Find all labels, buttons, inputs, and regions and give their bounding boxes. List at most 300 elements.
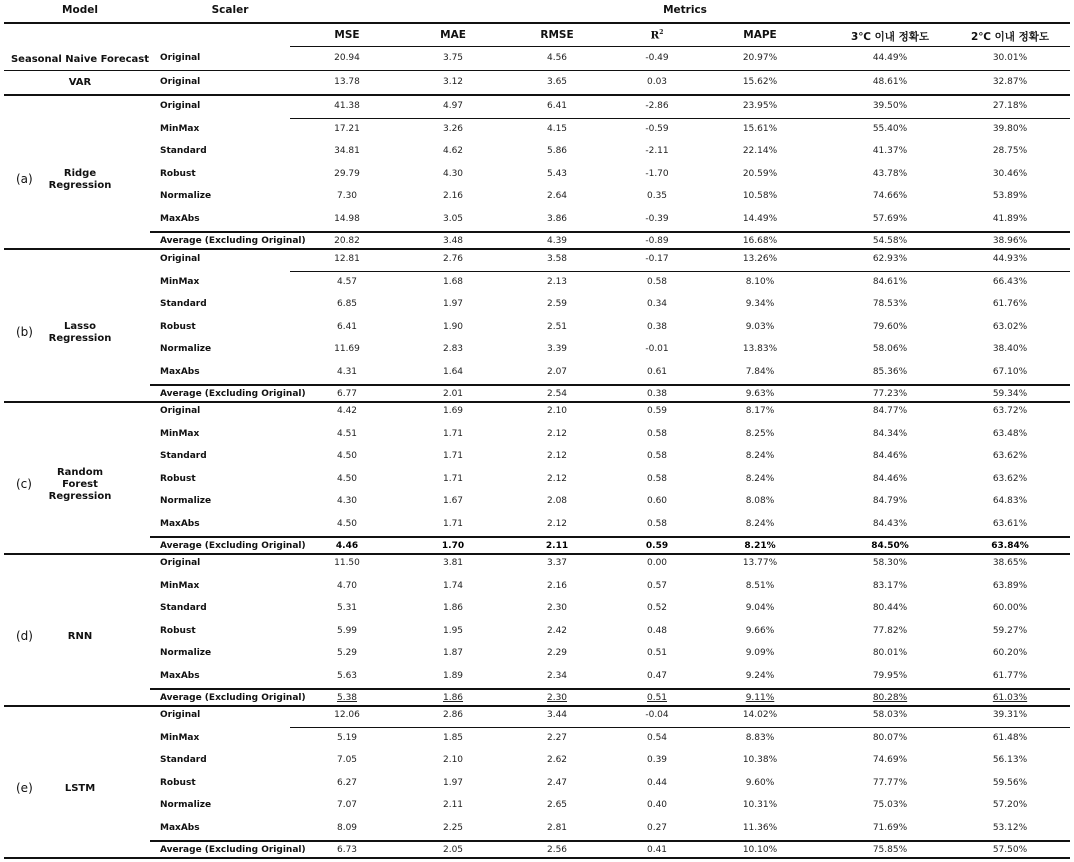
metric-value: 4.50	[336, 473, 358, 484]
scaler-label: Original	[160, 406, 201, 416]
metric-value: 60.20%	[992, 648, 1028, 658]
metric-value: 8.24%	[745, 451, 775, 461]
metric-value: 3.65	[546, 76, 568, 87]
metric-value: 12.06	[334, 710, 360, 720]
model-name-line: Forest	[62, 478, 98, 490]
metric-value: 0.47	[646, 670, 668, 681]
metric-value: 2.54	[546, 389, 568, 399]
metric-value: -1.70	[645, 168, 669, 179]
metric-value: 54.58%	[872, 236, 908, 246]
metric-value: 61.03%	[992, 693, 1028, 703]
metric-value: 6.27	[336, 777, 358, 788]
metric-value: 80.28%	[872, 693, 908, 703]
metric-value: 77.77%	[872, 777, 908, 788]
header-metrics: Metrics	[663, 4, 707, 16]
metric-value: 5.29	[336, 648, 358, 658]
metric-value: 13.83%	[742, 344, 778, 354]
metric-value: 1.71	[442, 451, 464, 461]
metric-value: 41.38	[334, 101, 360, 111]
metric-value: 7.05	[336, 755, 358, 765]
metric-value: 80.07%	[872, 732, 908, 743]
header-scaler: Scaler	[211, 4, 249, 16]
metric-value: 63.84%	[991, 541, 1029, 551]
average-label: Average (Excluding Original)	[160, 236, 306, 246]
metric-value: 1.90	[442, 321, 464, 332]
metric-value: 2.12	[546, 518, 568, 529]
group-letter: (b)	[16, 324, 33, 339]
metric-value: 20.82	[334, 236, 360, 246]
metric-value: 2.42	[546, 625, 568, 636]
metric-value: 5.38	[336, 693, 358, 703]
scaler-label: MaxAbs	[160, 213, 200, 224]
metric-value: 8.08%	[745, 496, 775, 506]
model-name-line: RNN	[67, 630, 93, 642]
metric-value: 5.43	[546, 168, 568, 179]
metric-value: 2.11	[545, 541, 569, 551]
metric-value: 38.65%	[992, 558, 1028, 568]
metric-value: 2.83	[442, 344, 464, 354]
metric-value: 59.34%	[992, 389, 1028, 399]
metric-value: 6.73	[336, 845, 358, 855]
average-rule	[150, 688, 1070, 690]
scaler-label: Normalize	[160, 344, 212, 354]
metric-value: 2.12	[546, 428, 568, 439]
metric-value: 0.57	[646, 580, 668, 591]
metric-value: 1.69	[442, 406, 464, 416]
metric-value: 58.30%	[872, 558, 908, 568]
scaler-label: MinMax	[160, 123, 200, 134]
metric-value: 2.76	[442, 254, 464, 264]
metric-value: 5.19	[336, 732, 358, 743]
metric-value: 53.12%	[992, 822, 1028, 833]
metric-value: 34.81	[334, 146, 360, 156]
metric-value: 7.07	[336, 800, 358, 810]
metric-value: 0.54	[646, 732, 668, 743]
metric-value: 2.30	[546, 693, 568, 703]
average-rule	[150, 536, 1070, 538]
metric-value: 8.09	[336, 822, 358, 833]
metric-value: 10.31%	[742, 800, 778, 810]
original-rule	[290, 271, 1070, 272]
metric-value: 9.66%	[745, 625, 775, 636]
metric-value: 3.26	[442, 123, 464, 134]
scaler-label: Standard	[160, 299, 207, 309]
metric-value: 56.13%	[992, 755, 1028, 765]
metric-value: 0.34	[646, 299, 668, 309]
metric-value: 80.01%	[872, 648, 908, 658]
scaler-label: MinMax	[160, 732, 200, 743]
metric-value: 2.05	[442, 845, 464, 855]
model-name-line: Regression	[48, 332, 112, 344]
metric-value: 1.86	[442, 693, 464, 703]
metric-value: 80.44%	[872, 603, 908, 613]
metric-value: 6.41	[546, 101, 568, 111]
scaler-label: Original	[160, 558, 201, 568]
metric-value: 4.30	[336, 496, 358, 506]
metric-value: 8.24%	[745, 518, 775, 529]
metric-value: 85.36%	[872, 366, 908, 377]
metrics-rule	[290, 46, 1070, 47]
metric-value: 1.85	[442, 732, 464, 743]
metric-value: -0.04	[645, 710, 669, 720]
metric-value: 6.77	[336, 389, 358, 399]
metric-value: 9.04%	[745, 603, 775, 613]
metric-value: 43.78%	[872, 168, 908, 179]
metric-value: 0.51	[646, 648, 668, 658]
metric-value: 32.87%	[992, 76, 1028, 87]
metric-value: 11.36%	[742, 822, 778, 833]
metric-value: 9.11%	[745, 693, 775, 703]
metric-value: 30.01%	[992, 53, 1028, 63]
metric-value: 0.59	[645, 541, 669, 551]
metric-value: 9.60%	[745, 777, 775, 788]
model-name	[49, 168, 112, 192]
metric-value: 0.00	[646, 558, 668, 568]
metric-value: 1.64	[442, 366, 464, 377]
metric-value: 6.41	[336, 321, 358, 332]
metric-value: 0.40	[646, 800, 668, 810]
metric-value: 2.81	[546, 822, 568, 833]
metric-value: 84.46%	[872, 451, 908, 461]
metric-value: -0.49	[645, 53, 669, 63]
scaler-label: Robust	[160, 473, 196, 484]
metric-value: 2.34	[546, 670, 568, 681]
metric-value: 61.77%	[992, 670, 1028, 681]
scaler-label: Standard	[160, 755, 207, 765]
metric-value: 9.24%	[745, 670, 775, 681]
scaler-label: Normalize	[160, 191, 212, 201]
metric-value: 0.03	[646, 76, 668, 87]
metric-value: 2.59	[546, 299, 568, 309]
scaler-label: Robust	[160, 625, 196, 636]
metric-value: 61.76%	[992, 299, 1028, 309]
r2-label: R	[650, 29, 660, 42]
metric-value: 13.26%	[742, 254, 778, 264]
model-name-line: Ridge	[63, 167, 97, 179]
metric-value: 9.34%	[745, 299, 775, 309]
metric-value: 0.58	[646, 428, 668, 439]
metric-value: 38.40%	[992, 344, 1028, 354]
metric-value: 0.44	[646, 777, 668, 788]
scaler-label: MinMax	[160, 276, 200, 287]
metric-value: 27.18%	[992, 101, 1028, 111]
metric-value: 2.64	[546, 191, 568, 201]
metric-value: 0.58	[646, 518, 668, 529]
metric-value: -0.01	[645, 344, 669, 354]
metric-value: 3.44	[546, 710, 568, 720]
metric-value: 4.57	[336, 276, 358, 287]
metric-value: 1.86	[442, 603, 464, 613]
metric-value: 0.51	[646, 693, 668, 703]
metric-value: 62.93%	[872, 254, 908, 264]
metric-value: 5.99	[336, 625, 358, 636]
metric-value: 15.62%	[742, 76, 778, 87]
metric-value: 5.63	[336, 670, 358, 681]
metric-value: 7.84%	[745, 366, 775, 377]
scaler-label: Standard	[160, 603, 207, 613]
metric-value: 63.61%	[992, 518, 1028, 529]
group-rule	[4, 705, 1070, 707]
metric-value: 63.62%	[992, 473, 1028, 484]
metric-value: 0.38	[646, 389, 668, 399]
metric-value: 4.31	[336, 366, 358, 377]
col-mse: MSE	[334, 29, 360, 41]
metric-value: 5.31	[336, 603, 358, 613]
col-mae: MAE	[440, 29, 466, 41]
metric-value: 4.39	[546, 236, 568, 246]
group-rule	[4, 401, 1070, 403]
metric-value: 84.43%	[872, 518, 908, 529]
metric-value: 0.58	[646, 276, 668, 287]
metric-value: 84.79%	[872, 496, 908, 506]
model-name-line: Random	[56, 466, 103, 478]
average-label: Average (Excluding Original)	[160, 389, 306, 399]
metric-value: 48.61%	[872, 76, 908, 87]
metric-value: 15.61%	[742, 123, 778, 134]
metric-value: 1.74	[442, 580, 464, 591]
metric-value: 7.30	[336, 191, 358, 201]
metric-value: 0.27	[646, 822, 668, 833]
metric-value: 0.41	[646, 845, 668, 855]
metric-value: 20.59%	[742, 168, 778, 179]
metric-value: 0.59	[646, 406, 668, 416]
metric-value: 2.25	[442, 822, 464, 833]
metric-value: 63.89%	[992, 580, 1028, 591]
metric-value: 4.51	[336, 428, 358, 439]
metric-value: 22.14%	[742, 146, 778, 156]
metric-value: 2.27	[546, 732, 568, 743]
metric-value: 3.37	[546, 558, 568, 568]
metric-value: 8.21%	[744, 541, 776, 551]
metric-value: 20.97%	[742, 53, 778, 63]
average-label: Average (Excluding Original)	[160, 693, 306, 703]
model-name: Seasonal Naive Forecast	[10, 54, 150, 65]
metric-value: 4.97	[442, 101, 464, 111]
model-name	[49, 467, 112, 503]
metric-value: 83.17%	[872, 580, 908, 591]
scaler-label: Robust	[160, 168, 196, 179]
metric-value: 1.95	[442, 625, 464, 636]
scaler-label: Original	[160, 76, 201, 87]
scaler-label: Normalize	[160, 496, 212, 506]
metric-value: 2.65	[546, 800, 568, 810]
metric-value: 30.46%	[992, 168, 1028, 179]
scaler-label: MinMax	[160, 580, 200, 591]
metric-value: 3.39	[546, 344, 568, 354]
metric-value: 66.43%	[992, 276, 1028, 287]
metric-value: 2.16	[442, 191, 464, 201]
top-rule	[4, 22, 1070, 24]
average-rule	[150, 384, 1070, 386]
metric-value: 3.12	[442, 76, 464, 87]
col-mape: MAPE	[743, 29, 777, 41]
metric-value: 14.98	[334, 213, 360, 224]
scaler-label: Standard	[160, 451, 207, 461]
metric-value: 2.07	[546, 366, 568, 377]
metric-value: 8.25%	[745, 428, 775, 439]
metric-value: 4.46	[335, 541, 359, 551]
scaler-label: Robust	[160, 777, 196, 788]
metric-value: 4.70	[336, 580, 358, 591]
metric-value: 38.96%	[992, 236, 1028, 246]
metric-value: 74.69%	[872, 755, 908, 765]
metric-value: 60.00%	[992, 603, 1028, 613]
metric-value: 74.66%	[872, 191, 908, 201]
model-name	[65, 783, 95, 795]
metric-value: 0.52	[646, 603, 668, 613]
metric-value: -2.86	[645, 101, 669, 111]
metric-value: 10.38%	[742, 755, 778, 765]
metric-value: 2.10	[546, 406, 568, 416]
metric-value: 2.01	[442, 389, 464, 399]
header-model: Model	[62, 4, 98, 16]
metric-value: 0.35	[646, 191, 668, 201]
metric-value: 1.68	[442, 276, 464, 287]
metric-value: 8.83%	[745, 732, 775, 743]
metric-value: 14.02%	[742, 710, 778, 720]
metric-value: 1.89	[442, 670, 464, 681]
average-label: Average (Excluding Original)	[160, 845, 306, 855]
average-rule	[150, 840, 1070, 842]
group-rule	[4, 553, 1070, 555]
metric-value: 2.08	[546, 496, 568, 506]
metric-value: 2.62	[546, 755, 568, 765]
metric-value: 39.50%	[872, 101, 908, 111]
metric-value: 1.70	[441, 541, 465, 551]
metric-value: 1.97	[442, 777, 464, 788]
metric-value: 2.86	[442, 710, 464, 720]
metric-value: 11.69	[334, 344, 360, 354]
metric-value: 13.77%	[742, 558, 778, 568]
metric-value: 41.89%	[992, 213, 1028, 224]
metric-value: 63.48%	[992, 428, 1028, 439]
metric-value: 0.48	[646, 625, 668, 636]
metric-value: 79.60%	[872, 321, 908, 332]
metric-value: 5.86	[546, 146, 568, 156]
metric-value: 9.09%	[745, 648, 775, 658]
metric-value: 84.50%	[871, 541, 909, 551]
metric-value: 4.42	[336, 406, 358, 416]
metric-value: 0.60	[646, 496, 668, 506]
metric-value: 64.83%	[992, 496, 1028, 506]
metric-value: 8.17%	[745, 406, 775, 416]
metric-value: 4.50	[336, 518, 358, 529]
metric-value: 17.21	[334, 123, 360, 134]
metric-value: 3.58	[546, 254, 568, 264]
metric-value: 58.03%	[872, 710, 908, 720]
metric-value: 4.30	[442, 168, 464, 179]
group-rule	[4, 248, 1070, 250]
metric-value: 2.30	[546, 603, 568, 613]
model-name-line: LSTM	[64, 782, 96, 794]
col-rmse: RMSE	[540, 29, 574, 41]
group-letter: (c)	[16, 476, 32, 491]
metric-value: 2.10	[442, 755, 464, 765]
metric-value: 1.71	[442, 473, 464, 484]
metric-value: 77.82%	[872, 625, 908, 636]
metric-value: 2.13	[546, 276, 568, 287]
average-label: Average (Excluding Original)	[160, 541, 306, 551]
metric-value: 0.58	[646, 451, 668, 461]
metric-value: 44.49%	[872, 53, 908, 63]
metric-value: 12.81	[334, 254, 360, 264]
metric-value: 16.68%	[742, 236, 778, 246]
metric-value: 3.75	[442, 53, 464, 63]
scaler-label: Standard	[160, 146, 207, 156]
original-rule	[290, 727, 1070, 728]
metric-value: 1.97	[442, 299, 464, 309]
r2-superscript: 2	[659, 29, 664, 36]
scaler-label: Original	[160, 53, 201, 63]
metric-value: 57.50%	[992, 845, 1028, 855]
metric-value: 41.37%	[872, 146, 908, 156]
metric-value: 57.69%	[872, 213, 908, 224]
scaler-label: Robust	[160, 321, 196, 332]
metric-value: 4.50	[336, 451, 358, 461]
metric-value: 29.79	[334, 168, 360, 179]
metric-value: 78.53%	[872, 299, 908, 309]
metric-value: 53.89%	[992, 191, 1028, 201]
metric-value: 14.49%	[742, 213, 778, 224]
metric-value: -0.89	[645, 236, 669, 246]
metric-value: 1.71	[442, 518, 464, 529]
model-name-line: Regression	[48, 490, 112, 502]
metric-value: 0.38	[646, 321, 668, 332]
metric-value: 75.85%	[872, 845, 908, 855]
metric-value: 55.40%	[872, 123, 908, 134]
metric-value: 2.16	[546, 580, 568, 591]
metric-value: 8.24%	[745, 473, 775, 484]
metric-value: 84.77%	[872, 406, 908, 416]
metric-value: 6.85	[336, 299, 358, 309]
metric-value: 11.50	[334, 558, 360, 568]
metric-value: 1.67	[442, 496, 464, 506]
original-rule	[290, 118, 1070, 119]
metric-value: 75.03%	[872, 800, 908, 810]
metric-value: -0.59	[645, 123, 669, 134]
metric-value: 10.58%	[742, 191, 778, 201]
metric-value: 2.12	[546, 473, 568, 484]
scaler-label: Normalize	[160, 648, 212, 658]
scaler-label: MaxAbs	[160, 822, 200, 833]
metric-value: 2.51	[546, 321, 568, 332]
metric-value: 8.10%	[745, 276, 775, 287]
scaler-label: Original	[160, 254, 201, 264]
metric-value: 63.72%	[992, 406, 1028, 416]
model-name: VAR	[68, 76, 92, 88]
metric-value: -0.17	[645, 254, 669, 264]
metric-value: 0.58	[646, 473, 668, 484]
metric-value: 20.94	[334, 53, 360, 63]
metric-value: 9.63%	[745, 389, 775, 399]
metric-value: 4.62	[442, 146, 464, 156]
scaler-label: MinMax	[160, 428, 200, 439]
scaler-label: MaxAbs	[160, 366, 200, 377]
group-letter: (e)	[16, 780, 33, 795]
metric-value: 84.34%	[872, 428, 908, 439]
scaler-label: MaxAbs	[160, 518, 200, 529]
model-name-line: Regression	[48, 179, 112, 191]
metric-value: 2.56	[546, 845, 568, 855]
metric-value: 3.05	[442, 213, 464, 224]
metric-value: 3.81	[442, 558, 464, 568]
group-letter: (d)	[16, 628, 33, 643]
metric-value: 71.69%	[872, 822, 908, 833]
metric-value: 63.62%	[992, 451, 1028, 461]
metric-value: -2.11	[645, 146, 669, 156]
metric-value: 39.80%	[992, 123, 1028, 134]
metric-value: 84.61%	[872, 276, 908, 287]
